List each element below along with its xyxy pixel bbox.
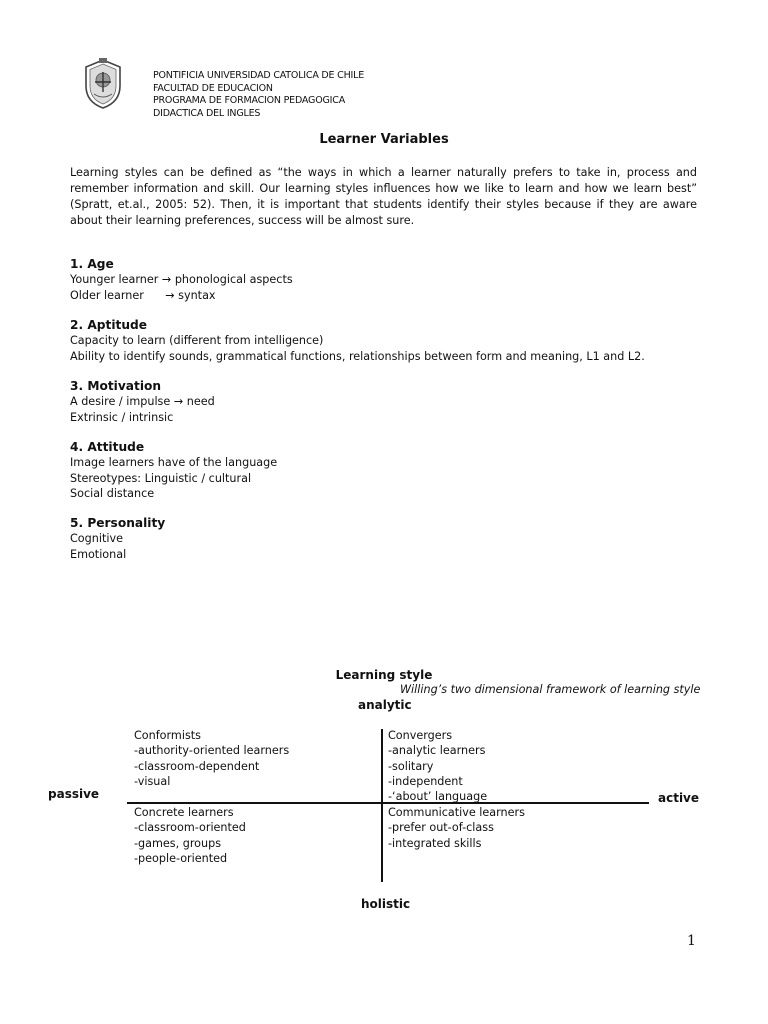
diagram-title: Learning style: [335, 668, 433, 682]
section-line: Extrinsic / intrinsic: [70, 410, 174, 424]
section-line: Ability to identify sounds, grammatical functions, relationships between form and meaning, L1 and L2.: [70, 349, 645, 363]
section-line: Younger learner → phonological aspects: [70, 273, 293, 286]
quadrant-line: -games, groups: [134, 836, 222, 850]
page-title: Learner Variables: [319, 132, 449, 147]
quadrant-line: -‘about’ language: [388, 790, 488, 804]
vertical-axis-line: [381, 729, 383, 882]
section-aptitude: [70, 317, 645, 364]
section-heading: 4. Attitude: [70, 440, 145, 454]
section-line: Stereotypes: Linguistic / cultural: [70, 471, 252, 485]
section-line: Capacity to learn (different from intelligence): [70, 334, 324, 347]
institution-header: [153, 70, 364, 120]
axis-label-top: analytic: [358, 698, 412, 712]
institution-line: PROGRAMA DE FORMACION PEDAGOGICA: [153, 95, 345, 106]
section-line: Cognitive: [70, 532, 123, 545]
intro-paragraph: Learning styles can be defined as “the ways in which a learner naturally prefers to take in, process and remember information and skill. Our learning styles influences how we like to learn and how we learn best” (Spratt, et.al., 2005: 52). Then, it is important that students identify their styles because if they are aware about their learning preferences, success will be almost sure.: [70, 166, 697, 227]
section-line: Social distance: [70, 487, 155, 500]
diagram-subtitle: Willing’s two dimensional framework of learning style: [400, 683, 701, 696]
quadrant-line: -authority-oriented learners: [134, 744, 290, 758]
quadrant-line: -classroom-dependent: [134, 759, 260, 773]
section-personality: [70, 515, 165, 562]
university-seal-logo: [82, 58, 124, 110]
quadrant-line: -analytic learners: [388, 744, 486, 758]
quadrant-line: -independent: [388, 774, 463, 788]
quadrant-line: -integrated skills: [388, 836, 482, 850]
institution-line: FACULTAD DE EDUCACION: [153, 82, 273, 94]
quadrant-top-right: [388, 728, 487, 804]
quadrant-line: Communicative learners: [388, 806, 525, 819]
quadrant-line: Convergers: [388, 729, 453, 742]
quadrant-line: -solitary: [388, 759, 434, 773]
section-heading: 1. Age: [70, 257, 114, 271]
section-line: A desire / impulse → need: [70, 395, 215, 408]
institution-line: DIDACTICA DEL INGLES: [153, 107, 261, 119]
axis-label-left: passive: [48, 787, 100, 801]
quadrant-line: -classroom-oriented: [134, 821, 246, 835]
quadrant-top-left: [134, 728, 289, 789]
institution-line: PONTIFICIA UNIVERSIDAD CATOLICA DE CHILE: [153, 70, 365, 81]
quadrant-line: Concrete learners: [134, 806, 234, 819]
page-number: 1: [687, 933, 696, 949]
axis-label-right: active: [658, 791, 700, 805]
quadrant-line: -prefer out-of-class: [388, 821, 494, 835]
section-line: Emotional: [70, 547, 127, 561]
section-heading: 3. Motivation: [70, 379, 162, 393]
axis-label-bottom: holistic: [361, 897, 411, 911]
quadrant-bottom-right: [388, 805, 525, 851]
section-line: Image learners have of the language: [70, 456, 278, 469]
section-age: [70, 256, 293, 303]
quadrant-bottom-left: [134, 805, 246, 866]
section-line: Older learner → syntax: [70, 288, 216, 302]
quadrant-line: -people-oriented: [134, 851, 228, 865]
section-motivation: [70, 378, 215, 425]
section-heading: 5. Personality: [70, 516, 166, 530]
quadrant-line: -visual: [134, 774, 171, 788]
quadrant-line: Conformists: [134, 729, 201, 742]
section-attitude: [70, 439, 277, 502]
section-heading: 2. Aptitude: [70, 318, 148, 332]
